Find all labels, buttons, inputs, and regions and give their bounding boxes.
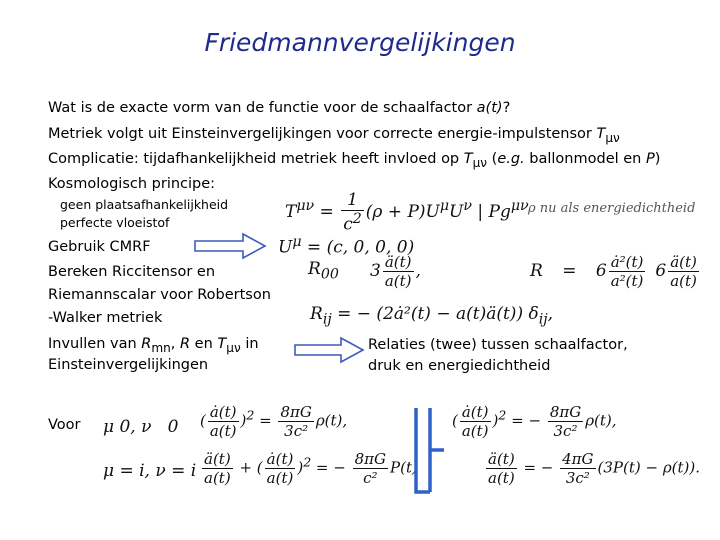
coef-6: 6 — [595, 261, 607, 281]
fill-in-line — [48, 336, 259, 355]
and-text: en — [190, 336, 218, 352]
paren-open: ( — [487, 151, 498, 167]
four-velocity-value: = (c, 0, 0, 0) — [301, 237, 415, 258]
friedmann-1-left: ( $\frac{ȧ(t)}{a(t)}$ )$^2$ = $\frac{8\pi G}{\text{3c²}}$ ρ(t), — [200, 403, 348, 440]
in-text: in — [240, 336, 259, 352]
equals: = — [556, 261, 582, 281]
friedmann-1-right: ( $\frac{ȧ(t)}{a(t)}$ )$^2$ = − $\frac{8\pi G}{\text{3c²}}$ ρ(t), — [452, 403, 617, 440]
sub-no-position-dependence: geen plaatsafhankelijkheid — [60, 197, 229, 212]
power: 2 — [303, 454, 312, 470]
frac-den: a(t) — [461, 422, 489, 440]
condition-ii — [103, 461, 196, 481]
frac-den: a²(t) — [610, 272, 644, 290]
cosmological-principle: Kosmologisch principe: — [48, 176, 216, 192]
metric-text: Metriek volgt uit Einsteinvergelijkingen voor correcte energie-impulstensor — [48, 126, 597, 142]
frac-den: a(t) — [209, 422, 237, 440]
voor-label: Voor — [48, 417, 81, 433]
question-text: Wat is de exacte vorm van de functie voor de schaalfactor — [48, 100, 477, 116]
pressure-var: P — [645, 151, 655, 167]
tensor-sub: μν — [605, 130, 620, 145]
equals-minus: = − — [506, 411, 546, 430]
r-subscript: 00 — [320, 266, 339, 283]
f2l-fraction-2 — [265, 450, 296, 487]
friedmann-2-left: $\frac{ä(t)}{a(t)}$ + ( $\frac{ȧ(t)}{a(t)}$ )$^2$ = − $\frac{8\pi G}{\text{c²}}$ P(t) — [204, 450, 418, 487]
g-superscript: μν — [510, 198, 529, 215]
frac-num: ä(t) — [384, 253, 412, 271]
equals: = — [254, 411, 277, 430]
tensor-var: T — [217, 336, 227, 352]
frac-den: 3c² — [565, 469, 590, 487]
condition-value: 0, ν 0 — [114, 417, 179, 437]
fill-in-text: Invullen van — [48, 336, 142, 352]
frac-den: c² — [363, 469, 378, 487]
ricci-00-rhs — [370, 253, 421, 290]
ricci-ij-equation — [310, 304, 553, 327]
u-symbol: U — [278, 237, 293, 258]
question-line — [48, 100, 510, 116]
tensor-var: T — [463, 151, 473, 167]
density-note: ρ nu als energiedichtheid — [528, 201, 696, 216]
equals-minus: = − — [311, 458, 351, 477]
r-symbol: R — [308, 259, 321, 279]
question-mark: ? — [502, 100, 511, 116]
frac-num: 4πG — [562, 450, 594, 468]
eg-text: e.g. — [497, 151, 525, 167]
r-symbol: R — [310, 304, 323, 324]
relations-line-2: druk en energiedichtheid — [368, 358, 551, 374]
delta-subscript: ij — [538, 311, 548, 328]
tensor-equation: $T^{\mu\nu}$ = $\frac{1}{c^2}$ $(\rho + P)U^\mu U^\nu$ | $Pg^{\mu\nu}$ — [285, 190, 529, 235]
f1r-coef — [548, 403, 583, 440]
frac-den: $c^2$ — [343, 211, 362, 235]
rho-term: ρ(t), — [585, 411, 617, 430]
frac-den: a(t) — [266, 469, 294, 487]
compute-ricci-3: -Walker metriek — [48, 310, 163, 326]
ricci-00-equation — [308, 259, 339, 282]
frac-den: 3c² — [553, 422, 578, 440]
frac-den: a(t) — [670, 272, 697, 290]
tensor-sub: μν — [226, 340, 241, 355]
frac-num: ä(t) — [488, 450, 515, 468]
rho-term: ρ(t), — [315, 411, 348, 430]
friedmann-2-right — [484, 450, 700, 487]
pressure-term: P(t) — [390, 458, 418, 477]
ricci-scalar-equation — [530, 253, 701, 290]
frac-num: ȧ²(t) — [610, 253, 644, 271]
scale-factor-var: a(t) — [476, 100, 503, 116]
f1l-coef — [278, 403, 313, 440]
pressure-density-term: (3P(t) − ρ(t)). — [597, 458, 701, 477]
frac-den: 3c² — [284, 422, 309, 440]
complication-text: Complicatie: tijdafhankelijkheid metriek heeft invloed op — [48, 151, 464, 167]
tensor-sub: μν — [472, 155, 488, 170]
frac-den: a(t) — [204, 469, 231, 487]
frac-num: 1 — [341, 190, 364, 211]
compute-ricci-2: Riemannscalar voor Robertson — [48, 287, 271, 303]
condition-00 — [103, 417, 178, 437]
equals: = — [314, 201, 340, 222]
f1r-fraction — [460, 403, 491, 440]
equals-minus: = − — [518, 458, 559, 477]
ricci-ij-rhs: = − (2ȧ²(t) − a(t)ä(t)) δ — [331, 304, 539, 324]
r-fraction-1 — [609, 253, 646, 290]
t-superscript: μν — [296, 198, 315, 215]
paren-close: ) — [654, 151, 661, 167]
f2r-coef — [560, 450, 595, 487]
page-title: Friedmannvergelijkingen — [204, 28, 516, 57]
mu-symbol: μ — [103, 461, 115, 481]
ricci-sub: mn — [151, 340, 171, 355]
metric-line — [48, 126, 620, 145]
balloon-text: ballonmodel en — [524, 151, 646, 167]
power: 2 — [246, 407, 255, 423]
coef-6: 6 — [655, 261, 667, 281]
comma: , — [170, 336, 180, 352]
u-superscript: μ — [292, 234, 302, 250]
tensor-body: (ρ + P)U — [365, 201, 440, 222]
u-symbol: U — [449, 201, 464, 222]
tensor-fraction — [341, 190, 364, 235]
coef-3: 3 — [370, 261, 381, 281]
relations-line-1: Relaties (twee) tussen schaalfactor, — [368, 337, 628, 353]
frac-num: ȧ(t) — [461, 403, 489, 421]
frac-den: a(t) — [488, 469, 515, 487]
comma: , — [547, 304, 554, 324]
frac-num: ȧ(t) — [266, 450, 294, 468]
r00-fraction — [383, 253, 414, 290]
einstein-equations-label: Einsteinvergelijkingen — [48, 357, 209, 373]
right-arrow-icon — [293, 336, 365, 364]
condition-value: = i, ν = i — [114, 461, 197, 481]
f1l-fraction — [208, 403, 239, 440]
frac-num: ȧ(t) — [209, 403, 237, 421]
complication-line — [48, 151, 660, 170]
r-symbol: R — [530, 261, 543, 281]
mu-symbol: μ — [103, 417, 115, 437]
compute-ricci-1: Bereken Riccitensor en — [48, 264, 216, 280]
f2r-fraction — [486, 450, 517, 487]
r-fraction-2 — [668, 253, 699, 290]
f2l-coef — [353, 450, 388, 487]
frac-num: ä(t) — [670, 253, 697, 271]
frac-den: a(t) — [384, 272, 412, 290]
frac-num: ä(t) — [204, 450, 231, 468]
scalar-var: R — [180, 336, 191, 352]
bracket-icon — [410, 404, 446, 496]
power: 2 — [498, 407, 507, 423]
use-cmrf: Gebruik CMRF — [48, 239, 151, 255]
right-arrow-icon — [193, 232, 267, 260]
tensor-var: T — [596, 126, 606, 142]
f2l-fraction — [202, 450, 233, 487]
comma: , — [415, 261, 421, 281]
plus: + — [234, 458, 257, 477]
c-symbol: c — [343, 214, 353, 235]
t-symbol: T — [285, 201, 297, 222]
ricci-var: R — [141, 336, 152, 352]
sub-perfect-fluid: perfecte vloeistof — [60, 215, 170, 230]
pressure-metric: | Pg — [471, 201, 511, 222]
frac-num: 8πG — [549, 403, 582, 421]
frac-num: 8πG — [280, 403, 312, 421]
r-subscript: ij — [322, 311, 332, 328]
frac-num: 8πG — [354, 450, 386, 468]
